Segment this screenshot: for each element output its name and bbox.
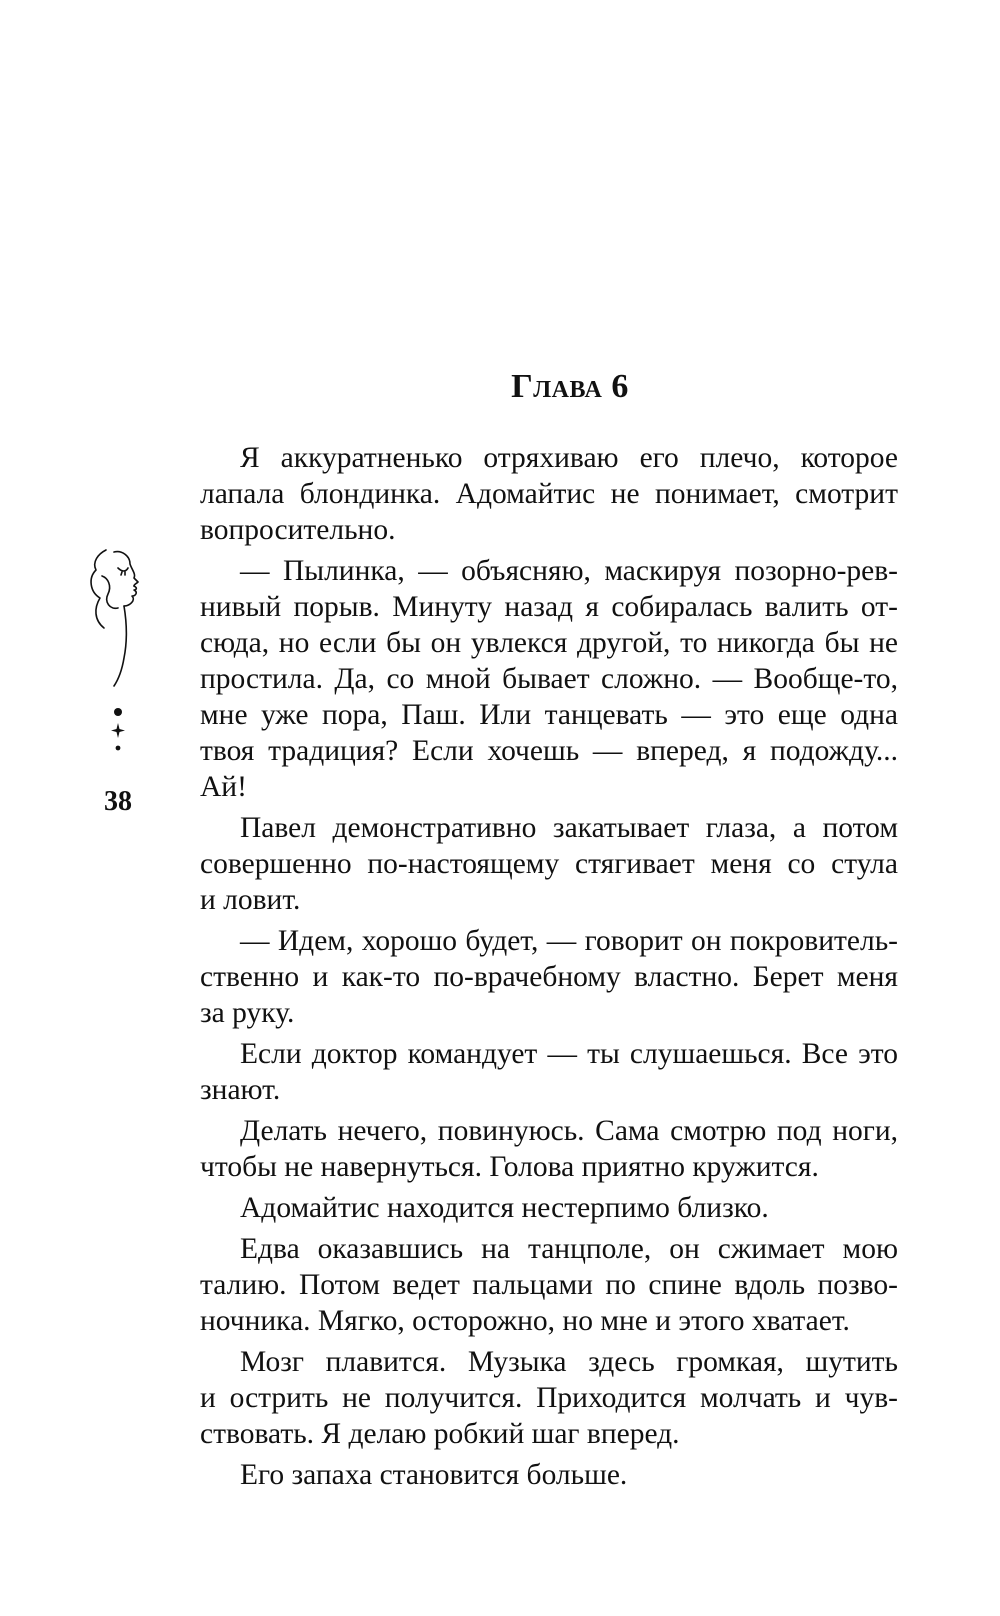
text-line: талию. Потом ведет пальцами по спине вдоль позво- <box>200 1269 898 1301</box>
text-line: ночника. Мягко, осторожно, но мне и этого хватает. <box>200 1305 850 1337</box>
paragraph <box>200 440 898 548</box>
text-line: за руку. <box>200 997 295 1029</box>
paragraph <box>200 553 898 805</box>
text-line: Делать нечего, повинуюсь. Сама смотрю под ноги, <box>240 1115 898 1147</box>
text-line: твоя традиция? Если хочешь — вперед, я подожду... <box>200 735 898 767</box>
paragraph <box>200 810 898 918</box>
text-line: простила. Да, со мной бывает сложно. — Вообще-то, <box>200 663 898 695</box>
text-line: Его запаха становится больше. <box>240 1459 628 1491</box>
text-line: ствовать. Я делаю робкий шаг вперед. <box>200 1418 680 1450</box>
face-line-drawing-icon <box>84 548 174 688</box>
text-line: совершенно по-настоящему стягивает меня со стула <box>200 848 898 880</box>
paragraph <box>200 1036 898 1108</box>
text-line: Адомайтис находится нестерпимо близко. <box>240 1192 769 1224</box>
text-line: и ловит. <box>200 884 301 916</box>
text-line: сюда, но если бы он увлекся другой, то никогда бы не <box>200 627 898 659</box>
text-line: лапала блондинка. Адомайтис не понимает, смотрит <box>200 478 898 510</box>
text-line: Павел демонстративно закатывает глаза, а потом <box>240 812 898 844</box>
paragraph <box>200 1113 898 1185</box>
text-line: Я аккуратненько отряхиваю его плечо, которое <box>240 442 898 474</box>
page-number: 38 <box>104 786 132 817</box>
text-line: Едва оказавшись на танцполе, он сжимает мою <box>240 1233 898 1265</box>
text-line: ственно и как-то по-врачебному властно. Берет меня <box>200 961 898 993</box>
chapter-title: Глава 6 <box>511 368 629 405</box>
text-line: Мозг плавится. Музыка здесь громкая, шутить <box>240 1346 898 1378</box>
paragraph <box>200 1344 898 1452</box>
body-text <box>200 440 898 1493</box>
text-line: — Идем, хорошо будет, — говорит он покровитель- <box>240 925 898 957</box>
text-line: знают. <box>200 1074 281 1106</box>
dots-star-ornament-icon <box>108 706 128 756</box>
paragraph <box>200 1190 898 1226</box>
text-line: вопросительно. <box>200 514 396 546</box>
text-line: Если доктор командует — ты слушаешься. Все это <box>240 1038 898 1070</box>
text-line: чтобы не навернуться. Голова приятно кружится. <box>200 1151 819 1183</box>
paragraph <box>200 1457 898 1493</box>
text-line: мне уже пора, Паш. Или танцевать — это еще одна <box>200 699 898 731</box>
text-line: и острить не получится. Приходится молчать и чув- <box>200 1382 898 1414</box>
paragraph <box>200 923 898 1031</box>
paragraph <box>200 1231 898 1339</box>
text-line: — Пылинка, — объясняю, маскируя позорно-рев- <box>240 555 898 587</box>
text-line: Ай! <box>200 771 247 803</box>
text-line: нивый порыв. Минуту назад я собиралась валить от- <box>200 591 898 623</box>
